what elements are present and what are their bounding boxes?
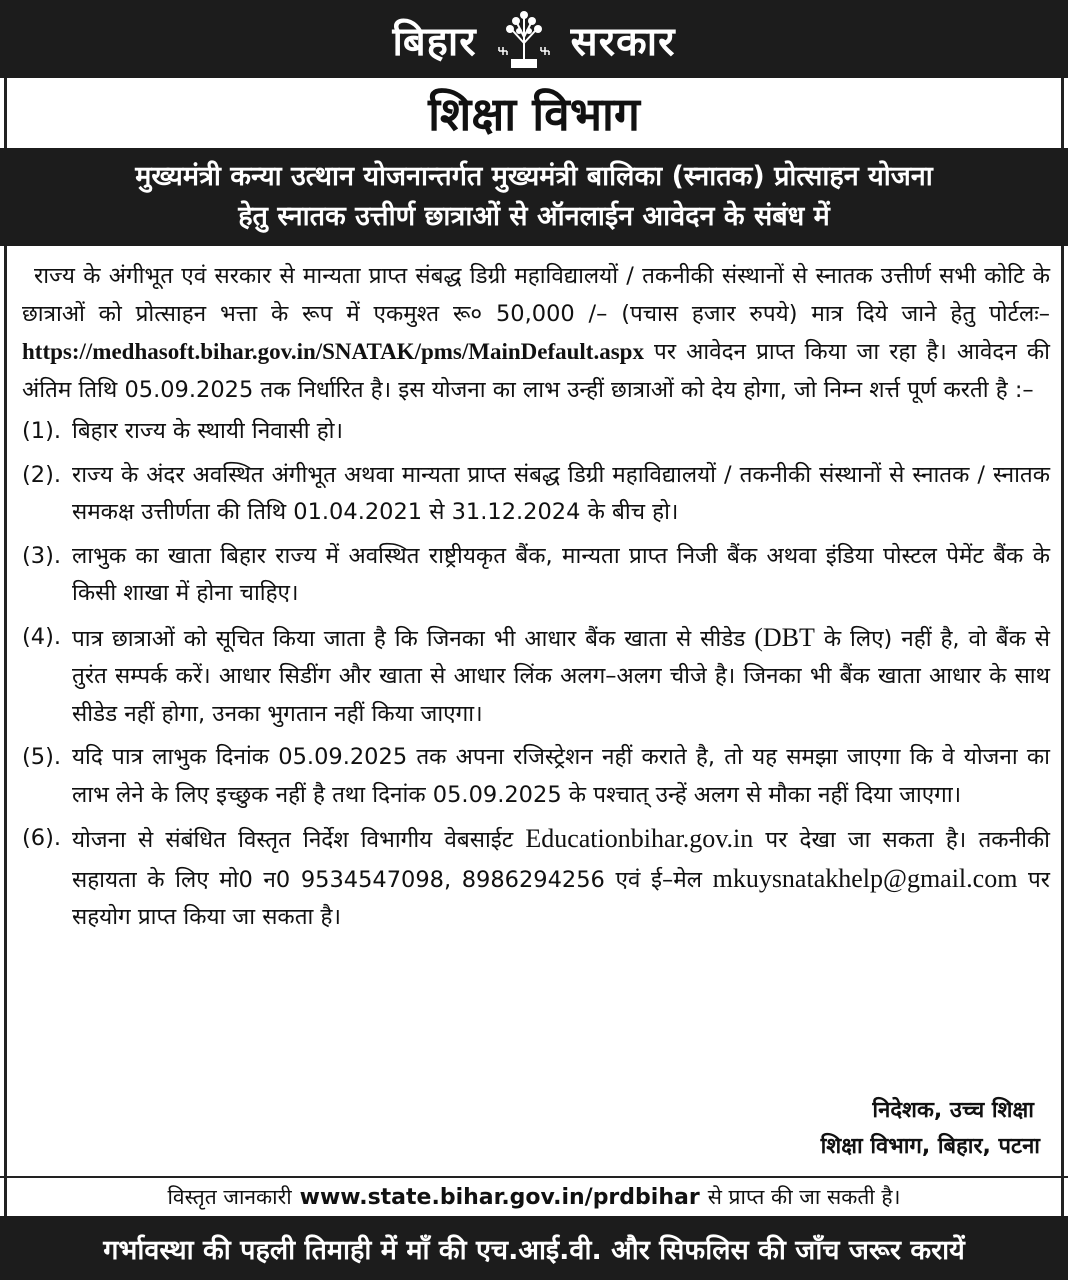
condition-number: (3). <box>22 542 62 569</box>
government-header <box>0 0 1068 78</box>
intro-text-a: राज्य के अंगीभूत एवं सरकार से मान्यता प्राप्त संबद्ध डिग्री महाविद्यालयों / तकनीकी संस्थानों से स्नातक उत्तीर्ण सभी कोटि के छात्राओं को प्रोत्साहन भत्ता के रूप में एकमुश्त रू० 50,000 /– (पचास हजार रुपये) मात्र दिये जाने हेतु पोर्टलः– <box>22 263 1050 327</box>
signatory-designation: निदेशक, उच्च शिक्षा <box>872 1098 1034 1123</box>
signatory-department: शिक्षा विभाग, बिहार, पटना <box>820 1134 1040 1159</box>
condition-number: (4). <box>22 623 62 650</box>
health-slogan: गर्भावस्था की पहली तिमाही में माँ की एच.आई.वी. और सिफलिस की जाँच जरूर करायें <box>103 1234 965 1266</box>
condition-text-b: पर देखा जा सकता है। तकनीकी सहायता के लिए मो0 न0 9534547098, 8986294256 एवं ई–मेल <box>72 827 1051 893</box>
condition-item <box>22 538 1050 613</box>
portal-url-link[interactable]: https://medhasoft.bihar.gov.in/SNATAK/pms/MainDefault.aspx <box>22 339 644 364</box>
department-title: शिक्षा विभाग <box>428 87 640 141</box>
notice-body <box>22 258 1050 943</box>
department-website-link[interactable]: Educationbihar.gov.in <box>525 824 754 853</box>
condition-item <box>22 619 1050 734</box>
condition-text: राज्य के अंदर अवस्थित अंगीभूत अथवा मान्यता प्राप्त संबद्ध डिग्री महाविद्यालयों / तकनीकी संस्थानों से स्नातक / स्नातक समकक्ष उत्तीर्णता की तिथि 01.04.2021 से 31.12.2024 के बीच हो। <box>72 461 1050 525</box>
subject-line-2: हेतु स्नातक उत्तीर्ण छात्राओं से ऑनलाईन आवेदन के संबंध में <box>238 201 830 232</box>
header-right-word: सरकार <box>570 18 676 65</box>
subject-banner <box>0 148 1068 246</box>
helpdesk-email-link[interactable]: mkuysnatakhelp@gmail.com <box>712 863 1018 893</box>
condition-text-c: पर सहयोग प्राप्त किया जा सकता है। <box>72 866 1050 930</box>
dbt-label: (DBT <box>754 622 815 652</box>
signature-block <box>821 1093 1040 1165</box>
condition-item <box>22 457 1050 532</box>
condition-text-a: पात्र छात्राओं को सूचित किया जाता है कि जिनका भी आधार बैंक खाता से सीडेड <box>72 625 755 652</box>
subject-line-1: मुख्यमंत्री कन्या उत्थान योजनान्तर्गत मुख्यमंत्री बालिका (स्नातक) प्रोत्साहन योजना <box>135 161 933 192</box>
more-info-prefix: विस्तृत जानकारी <box>167 1185 292 1209</box>
condition-item <box>22 413 1050 451</box>
health-slogan-banner <box>0 1216 1068 1280</box>
condition-number: (1). <box>22 418 62 444</box>
condition-text: यदि पात्र लाभुक दिनांक 05.09.2025 तक अपना रजिस्ट्रेशन नहीं कराते है, तो यह समझा जाएगा कि वे योजना का लाभ लेने के लिए इच्छुक नहीं है तथा दिनांक 05.09.2025 के पश्चात् उन्हें अलग से मौका नहीं दिया जाएगा। <box>72 744 1050 808</box>
intro-text-b: पर आवेदन प्राप्त किया जा रहा है। आवेदन की अंतिम तिथि 05.09.2025 तक निर्धारित है। इस योजना का लाभ उन्हीं छात्राओं को देय होगा, जो निम्न शर्त्त पूर्ण करती है :– <box>22 339 1050 403</box>
prd-website-link[interactable]: www.state.bihar.gov.in/prdbihar <box>299 1184 700 1210</box>
intro-paragraph <box>22 258 1050 409</box>
condition-text-a: योजना से संबंधित विस्तृत निर्देश विभागीय वेबसाईट <box>72 827 526 853</box>
header-left-word: बिहार <box>392 18 477 65</box>
more-info-note <box>0 1176 1068 1216</box>
condition-item <box>22 820 1050 937</box>
condition-number: (5). <box>22 744 62 770</box>
condition-text: लाभुक का खाता बिहार राज्य में अवस्थित राष्ट्रीयकृत बैंक, मान्यता प्राप्त निजी बैंक अथवा इंडिया पोस्टल पेमेंट बैंक के किसी शाखा में होना चाहिए। <box>72 542 1050 606</box>
condition-text: बिहार राज्य के स्थायी निवासी हो। <box>72 418 344 444</box>
condition-text <box>72 820 1050 937</box>
condition-text-b: के लिए) नहीं है, वो बैंक से तुरंत सम्पर्क करें। आधार सिडींग और खाता से आधार लिंक अलग–अलग चीजे है। जिनका भी बैंक खाता आधार के साथ सीडेड नहीं होगा, उनका भुगतान नहीं किया जाएगा। <box>72 625 1050 727</box>
condition-item <box>22 739 1050 814</box>
condition-number: (6). <box>22 825 62 851</box>
more-info-suffix: से प्राप्त की जा सकती है। <box>707 1185 901 1209</box>
condition-number: (2). <box>22 461 62 488</box>
condition-text <box>72 619 1050 734</box>
conditions-list <box>22 413 1050 937</box>
bodhi-tree-emblem-icon <box>495 7 553 71</box>
